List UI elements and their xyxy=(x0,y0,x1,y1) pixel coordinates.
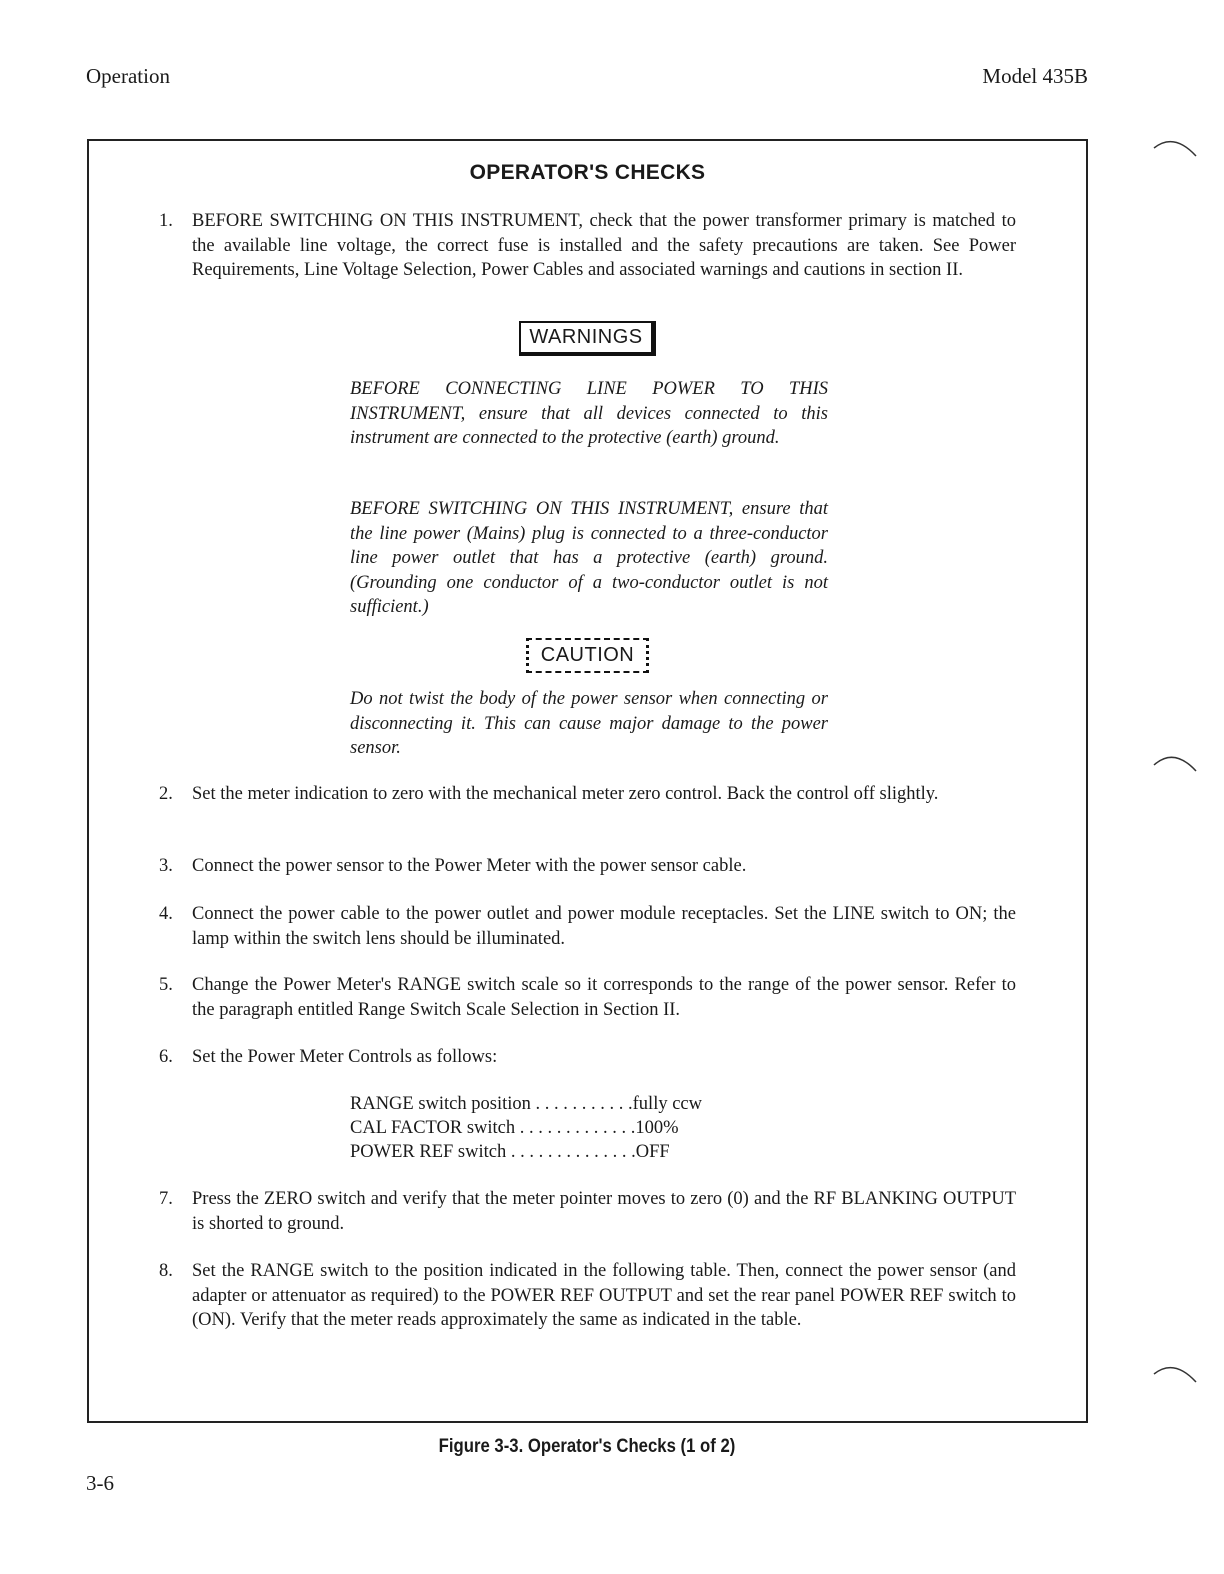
binding-hole-mark-icon xyxy=(1152,751,1202,773)
control-name: POWER REF switch xyxy=(350,1142,507,1162)
operators-checks-box xyxy=(87,139,1088,1423)
binding-hole-mark-icon xyxy=(1152,136,1202,158)
control-value: OFF xyxy=(635,1142,670,1162)
step-text: Set the meter indication to zero with the mechanical meter zero control. Back the control off slightly. xyxy=(192,784,939,804)
warning-paragraph-1: BEFORE CONNECTING LINE POWER TO THIS INSTRUMENT, ensure that all devices connected to this instrument are connected to the protective (earth) ground. xyxy=(350,379,828,448)
step-text: Set the RANGE switch to the position indicated in the following table. Then, connect the power sensor (and adapter or attenuator as required) to the POWER REF OUTPUT and set the rear panel POWER REF switch to (ON). Verify that the meter reads approximately the same as indicated in the table. xyxy=(192,1261,1016,1330)
warnings-label: WARNINGS xyxy=(519,321,655,356)
control-value: 100% xyxy=(635,1118,679,1138)
running-header-model: Model 435B xyxy=(982,64,1088,88)
step-number: 2. xyxy=(159,784,173,804)
step-number: 4. xyxy=(159,904,173,924)
running-header-section: Operation xyxy=(86,64,170,88)
warning-paragraph-2: BEFORE SWITCHING ON THIS INSTRUMENT, ensure that the line power (Mains) plug is connected to a three-conductor line power outlet that has a protective (earth) ground. (Grounding one conductor of a two-conductor outlet is not sufficient.) xyxy=(350,499,828,617)
step-text: Press the ZERO switch and verify that the meter pointer moves to zero (0) and the RF BLANKING OUTPUT is shorted to ground. xyxy=(192,1189,1016,1234)
step-number: 6. xyxy=(159,1047,173,1067)
box-title: OPERATOR'S CHECKS xyxy=(469,161,706,184)
step-text: Connect the power sensor to the Power Meter with the power sensor cable. xyxy=(192,856,747,876)
control-row-cal-factor: CAL FACTOR switch . . . . . . . . . . . . .100% xyxy=(350,1118,679,1138)
step-text: Change the Power Meter's RANGE switch scale so it corresponds to the range of the power sensor. Refer to the paragraph entitled Range Switch Scale Selection in Section II. xyxy=(192,975,1016,1020)
step-number: 8. xyxy=(159,1261,173,1281)
step-text: Connect the power cable to the power outlet and power module receptacles. Set the LINE switch to ON; the lamp within the switch lens should be illuminated. xyxy=(192,904,1016,949)
control-row-power-ref: POWER REF switch . . . . . . . . . . . . . .OFF xyxy=(350,1142,670,1162)
step-number: 3. xyxy=(159,856,173,876)
controls-settings-list xyxy=(350,1092,702,1164)
control-name: CAL FACTOR switch xyxy=(350,1118,516,1138)
step-number: 7. xyxy=(159,1189,173,1209)
step-number: 1. xyxy=(159,211,173,231)
step-text: BEFORE SWITCHING ON THIS INSTRUMENT, check that the power transformer primary is matched to the available line voltage, the correct fuse is installed and the safety precautions are taken. See Power Requirements, Line Voltage Selection, Power Cables and associated warnings and cautions in section II. xyxy=(192,211,1016,280)
warnings-badge xyxy=(89,321,1086,356)
figure-caption: Figure 3-3. Operator's Checks (1 of 2) xyxy=(438,1436,736,1457)
page-number: 3-6 xyxy=(86,1471,114,1495)
step-text: Set the Power Meter Controls as follows: xyxy=(192,1047,498,1067)
binding-hole-mark-icon xyxy=(1152,1362,1202,1384)
control-value: fully ccw xyxy=(632,1094,702,1114)
caution-badge xyxy=(89,638,1086,673)
caution-label: CAUTION xyxy=(526,638,650,673)
control-name: RANGE switch position xyxy=(350,1094,531,1114)
control-row-range: RANGE switch position . . . . . . . . . . .fully ccw xyxy=(350,1094,702,1114)
caution-text: Do not twist the body of the power sensor when connecting or disconnecting it. This can cause major damage to the power sensor. xyxy=(350,689,828,758)
step-number: 5. xyxy=(159,975,173,995)
